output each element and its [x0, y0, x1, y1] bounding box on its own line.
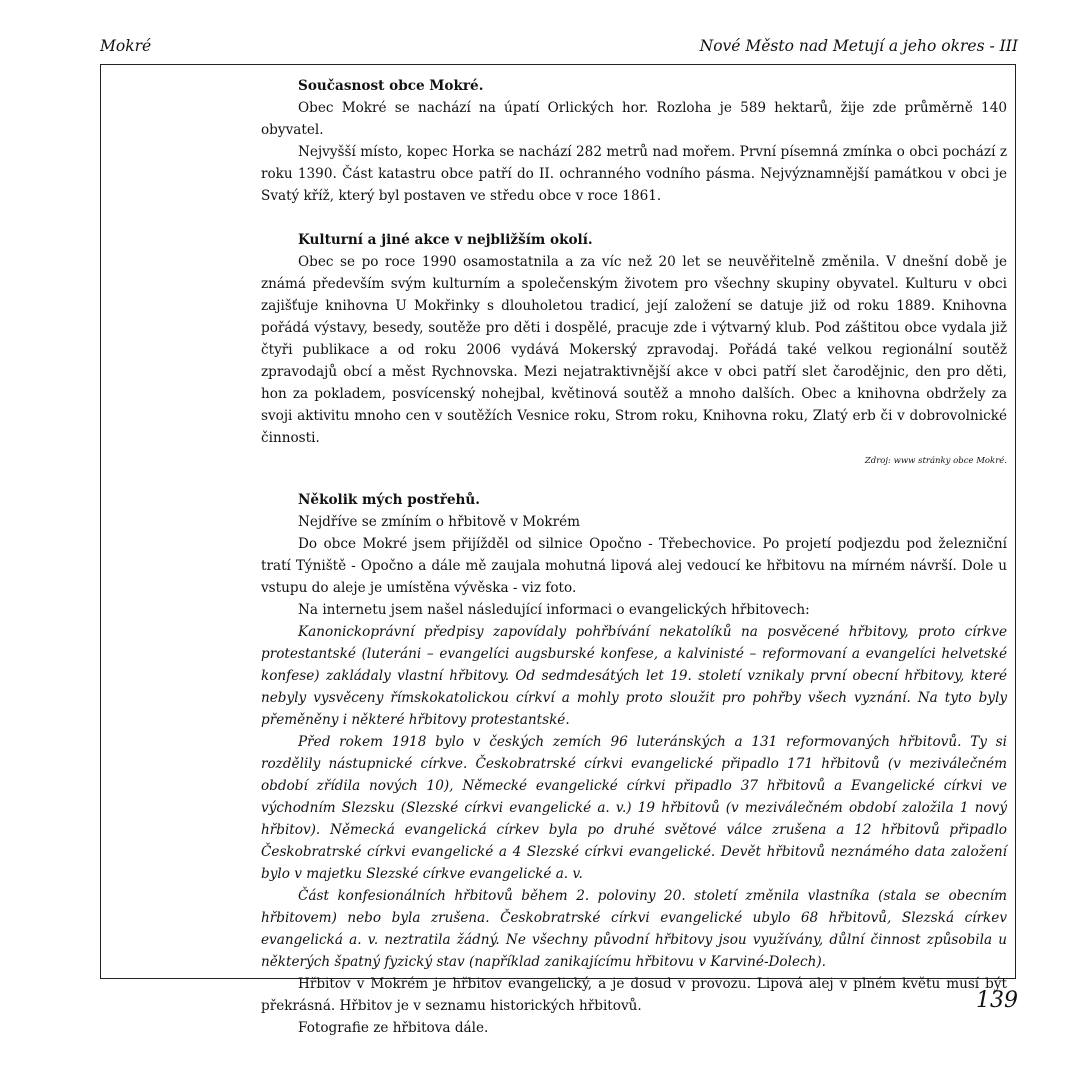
quoted-paragraph: Kanonickoprávní předpisy zapovídaly pohřbívání nekatolíků na posvěcené hřbitovy, proto církve protestantské (luteráni – evangelíci augsburské konfese, a kalvinisté – reformovaní a evangelíci helvetské konfese) zakládaly vlastní hřbitovy. Od sedmdesátých let 19. století vznikaly první obecní hřbitovy, které nebyly vysvěceny římskokatolickou církví a mohly proto sloužit pro pohřby všech vyznání. Na tyto byly přeměněny i některé hřbitovy protestantské. [261, 624, 1007, 728]
quoted-paragraph: Část konfesionálních hřbitovů během 2. poloviny 20. století změnila vlastníka (stala se obecním hřbitovem) nebo byla zrušena. Českobratrské církvi evangelické ubylo 68 hřbitovů, Slezská církev evangelická a. v. neztratila žádný. Ne všechny původní hřbitovy jsou využívány, důlní činnost způsobila u některých špatný fyzický stav (například zanikajícímu hřbitovu v Karviné-Dolech). [261, 888, 1007, 970]
spacer [261, 469, 1007, 489]
page-number: 139 [976, 988, 1018, 1013]
paragraph: Obec se po roce 1990 osamostatnila a za víc než 20 let se neuvěřitelně změnila. V dnešní době je známá především svým kulturním a společenským životem pro všechny skupiny obyvatel. Kulturu v obci zajišťuje knihovna U Mokřinky s dlouholetou tradicí, její založení se datuje již od roku 1889. Knihovna pořádá výstavy, besedy, soutěže pro děti i dospělé, pracuje zde i výtvarný klub. Pod záštitou obce vydala již čtyři publikace a od roku 2006 vydává Mokerský zpravodaj. Pořádá také velkou regionální soutěž zpravodajů obcí a měst Rychnovska. Mezi nejatraktivnější akce v obci patří slet čarodějnic, den pro děti, hon za pokladem, posvícenský nohejbal, květinová soutěž a mnoho dalších. Obec a knihovna obdržely za svoji aktivitu mnoho cen v soutěžích Vesnice roku, Strom roku, Knihovna roku, Zlatý erb či v dobrovolnické činnosti. [261, 254, 1007, 446]
text-frame [100, 64, 1016, 1036]
paragraph: Do obce Mokré jsem přijížděl od silnice Opočno - Třebechovice. Po projetí podjezdu pod železniční tratí Týniště - Opočno a dále mě zaujala mohutná lipová alej vedoucí ke hřbitovu na mírném návrší. Dole u vstupu do aleje je umístěna vývěska - viz foto. [261, 536, 1007, 596]
paragraph: Na internetu jsem našel následující informaci o evangelických hřbitovech: [298, 602, 810, 618]
quoted-paragraph: Před rokem 1918 bylo v českých zemích 96 luteránských a 131 reformovaných hřbitovů. Ty si rozdělily nástupnické církve. Českobratrské církvi evangelické připadlo 171 hřbitovů (v meziválečném období zřídila nových 10), Německé evangelické církvi připadlo 37 hřbitovů a Evangelické církvi ve východním Slezsku (Slezské církvi evangelické a. v.) 19 hřbitovů (v meziválečném období založila 1 nový hřbitov). Německá evangelická církev byla po druhé světové válce zrušena a 12 hřbitovů připadlo Českobratrské církvi evangelické a 4 Slezské církvi evangelické. Devět hřbitovů neznámého data založení bylo v majetku Slezské církve evangelické a. v. [261, 734, 1007, 882]
paragraph: Obec Mokré se nachází na úpatí Orlických hor. Rozloha je 589 hektarů, žije zde průměrně 140 obyvatel. [261, 100, 1007, 138]
page-content [261, 75, 1007, 1039]
paragraph: Hřbitov v Mokrém je hřbitov evangelický, a je dosud v provozu. Lipová alej v plném květu musí být překrásná. Hřbitov je v seznamu historických hřbitovů. [261, 976, 1007, 1014]
section-title-current-state: Současnost obce Mokré. [298, 78, 484, 94]
paragraph: Fotografie ze hřbitova dále. [298, 1020, 489, 1036]
running-header-left: Mokré [100, 37, 152, 55]
paragraph: Nejdříve se zmíním o hřbitově v Mokrém [298, 514, 581, 530]
spacer [261, 207, 1007, 229]
section-title-observations: Několik mých postřehů. [298, 492, 481, 508]
source-note: Zdroj: www stránky obce Mokré. [864, 456, 1007, 466]
paragraph: Nejvyšší místo, kopec Horka se nachází 282 metrů nad mořem. První písemná zmínka o obci pochází z roku 1390. Část katastru obce patří do II. ochranného vodního pásma. Nejvýznamnější památkou v obci je Svatý kříž, který byl postaven ve středu obce v roce 1861. [261, 144, 1007, 204]
running-header-right: Nové Město nad Metují a jeho okres - III [699, 37, 1018, 55]
section-title-cultural-events: Kulturní a jiné akce v nejbližším okolí. [298, 232, 593, 248]
